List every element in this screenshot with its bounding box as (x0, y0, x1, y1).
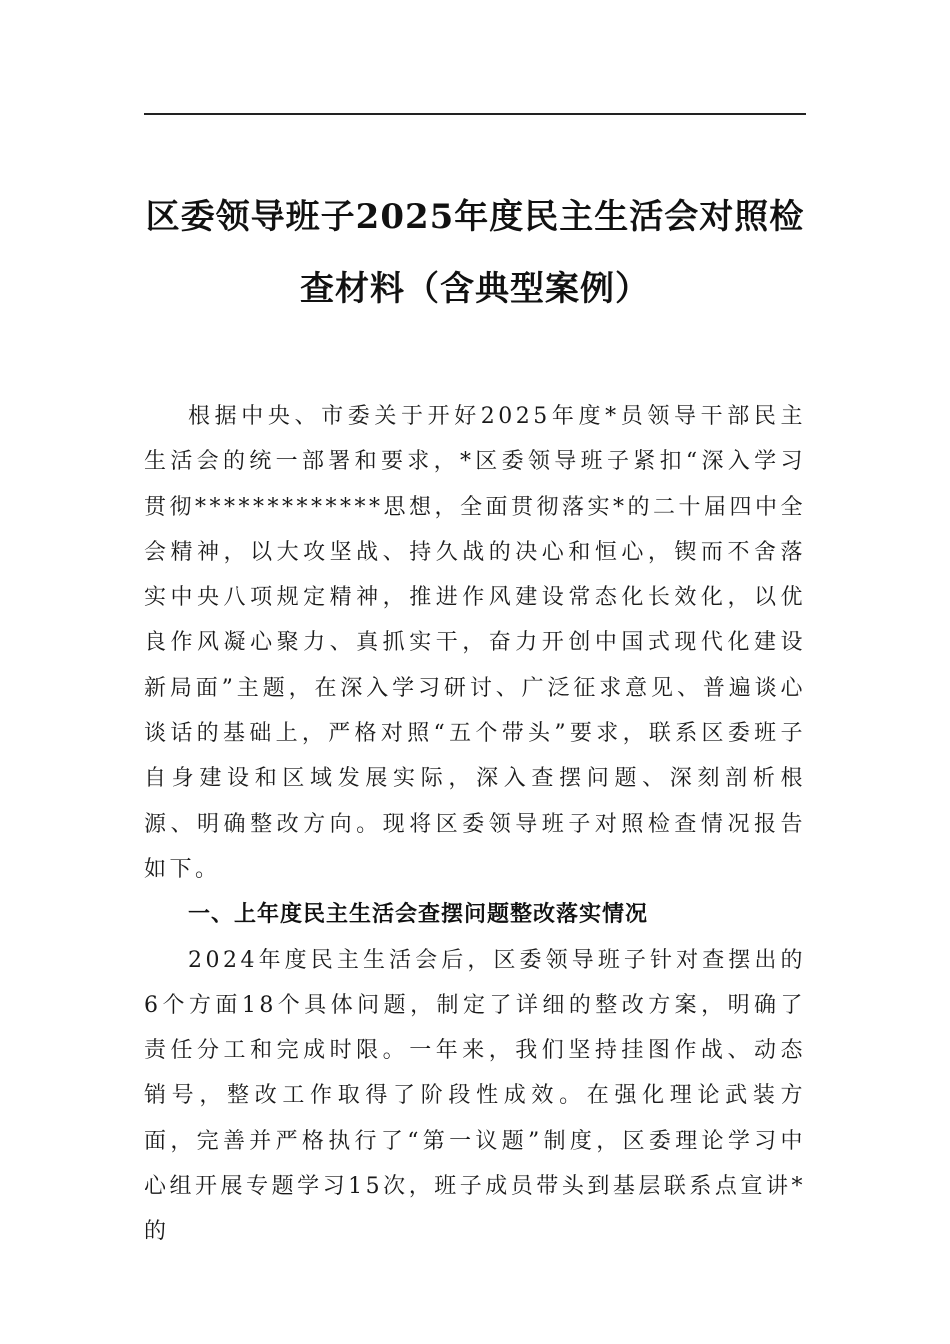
section-1-heading: 一、上年度民主生活会查摆问题整改落实情况 (188, 902, 649, 928)
section-1-paragraph: 2024年度民主生活会后，区委领导班子针对查摆出的6个方面18个具体问题，制定了详细的整改方案，明确了责任分工和完成时限。一年来，我们坚持挂图作战、动态销号，整改工作取得了阶段性成效。在强化理论武装方面，完善并严格执行了“第一议题”制度，区委理论学习中心组开展专题学习15次，班子成员带头到基层联系点宣讲*的 (144, 947, 806, 1245)
title-line-1: 区委领导班子2025年度民主生活会对照检 (145, 196, 805, 237)
intro-paragraph: 根据中央、市委关于开好2025年度*员领导干部民主生活会的统一部署和要求，*区委领导班子紧扣“深入学习贯彻*************思想，全面贯彻落实*的二十届四中全会精神，以大攻坚战、持久战的决心和恒心，锲而不舍落实中央八项规定精神，推进作风建设常态化长效化，以优良作风凝心聚力、真抓实干，奋力开创中国式现代化建设新局面”主题，在深入学习研讨、广泛征求意见、普遍谈心谈话的基础上，严格对照“五个带头”要求，联系区委班子自身建设和区域发展实际，深入查摆问题、深刻剖析根源、明确整改方向。现将区委领导班子对照检查情况报告如下。 (144, 404, 807, 882)
document-body (144, 394, 806, 1255)
header-rule (144, 113, 806, 115)
document-title (144, 181, 806, 325)
title-line-2: 查材料（含典型案例） (300, 268, 650, 309)
